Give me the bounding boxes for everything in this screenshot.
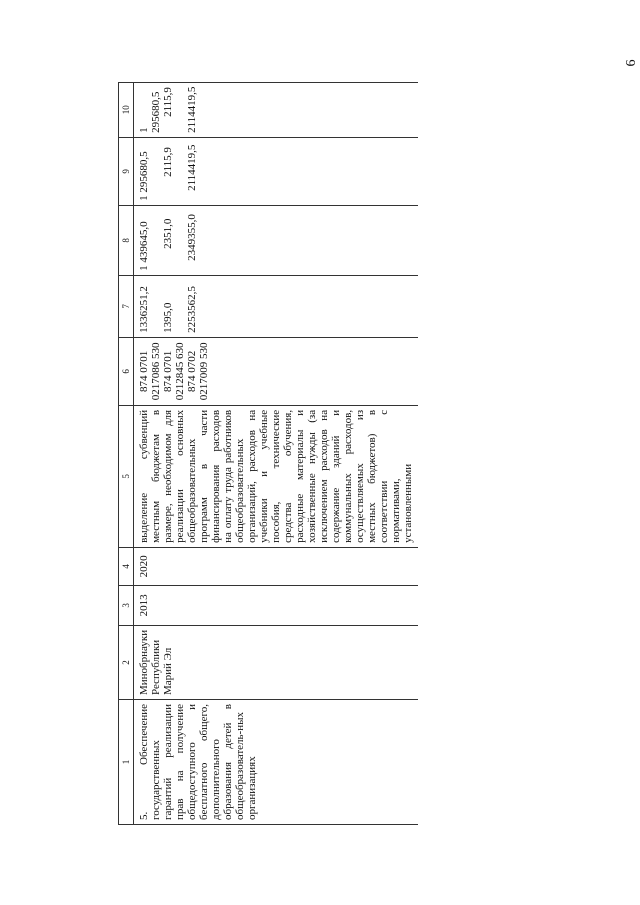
header-col-5: 5 — [119, 405, 134, 547]
code-line: 874 0702 — [186, 350, 198, 393]
header-col-3: 3 — [119, 585, 134, 625]
value: 2115,9 — [162, 147, 174, 177]
value: 1 295680,5 — [138, 151, 150, 201]
value: 1 295680,5 — [138, 91, 162, 133]
value: 2351,0 — [162, 218, 174, 249]
codes-cell — [134, 337, 415, 405]
budget-table — [118, 82, 418, 825]
header-col-2: 2 — [119, 625, 134, 699]
value: 1395,0 — [162, 302, 174, 333]
value: 1 439645,0 — [138, 221, 150, 271]
code-line: 0217009 530 — [198, 342, 210, 401]
value: 2253562,5 — [186, 286, 198, 333]
col10-cell — [134, 82, 415, 137]
col8-cell — [134, 205, 415, 275]
value: 2114419,5 — [186, 86, 198, 133]
header-col-10: 10 — [119, 82, 134, 137]
description-cell: выделение субвенций местным бюджетам в размере, необходимом для реализации основных общеобразовательных программ в части финансирования расходов на оплату труда работников общеобразовательных организаций, расходов на учебники и учебные пособия, технические средства обучения, расходные материалы и хозяйственные нужды (за исключением расходов на содержание зданий и коммунальных расходов, осуществляемых из местных бюджетов) в соответствии с нормативами, установленными — [134, 405, 415, 547]
header-col-9: 9 — [119, 137, 134, 205]
executor-cell: Минобрнауки Республики Марий Эл — [134, 625, 415, 699]
header-col-1: 1 — [119, 700, 134, 825]
measure-cell: 5. Обеспечение государственных гарантий реализации прав на получение общедоступного и бесплатного общего, дополнительного образования детей в общеобразователь-ных организациях — [134, 700, 415, 825]
header-col-4: 4 — [119, 547, 134, 585]
col9-cell — [134, 137, 415, 205]
value: 1336251,2 — [138, 286, 150, 333]
code-line: 0212845 630 — [174, 342, 186, 401]
header-row — [119, 82, 134, 824]
col7-cell — [134, 275, 415, 337]
page-number: 6 — [624, 59, 639, 67]
table-bottom-spacer — [414, 82, 418, 824]
header-col-7: 7 — [119, 275, 134, 337]
table-row — [134, 82, 415, 824]
rotated-page-content — [0, 5, 640, 905]
end-year-cell: 2020 — [134, 547, 415, 585]
start-year-cell: 2013 — [134, 585, 415, 625]
code-line: 874 0701 — [162, 350, 174, 393]
code-line: 874 0701 — [138, 350, 150, 393]
value: 2115,9 — [162, 87, 174, 117]
header-col-8: 8 — [119, 205, 134, 275]
code-line: 0217086 530 — [150, 342, 162, 401]
value: 2114419,5 — [186, 144, 198, 191]
value: 2349355,0 — [186, 214, 198, 261]
header-col-6: 6 — [119, 337, 134, 405]
